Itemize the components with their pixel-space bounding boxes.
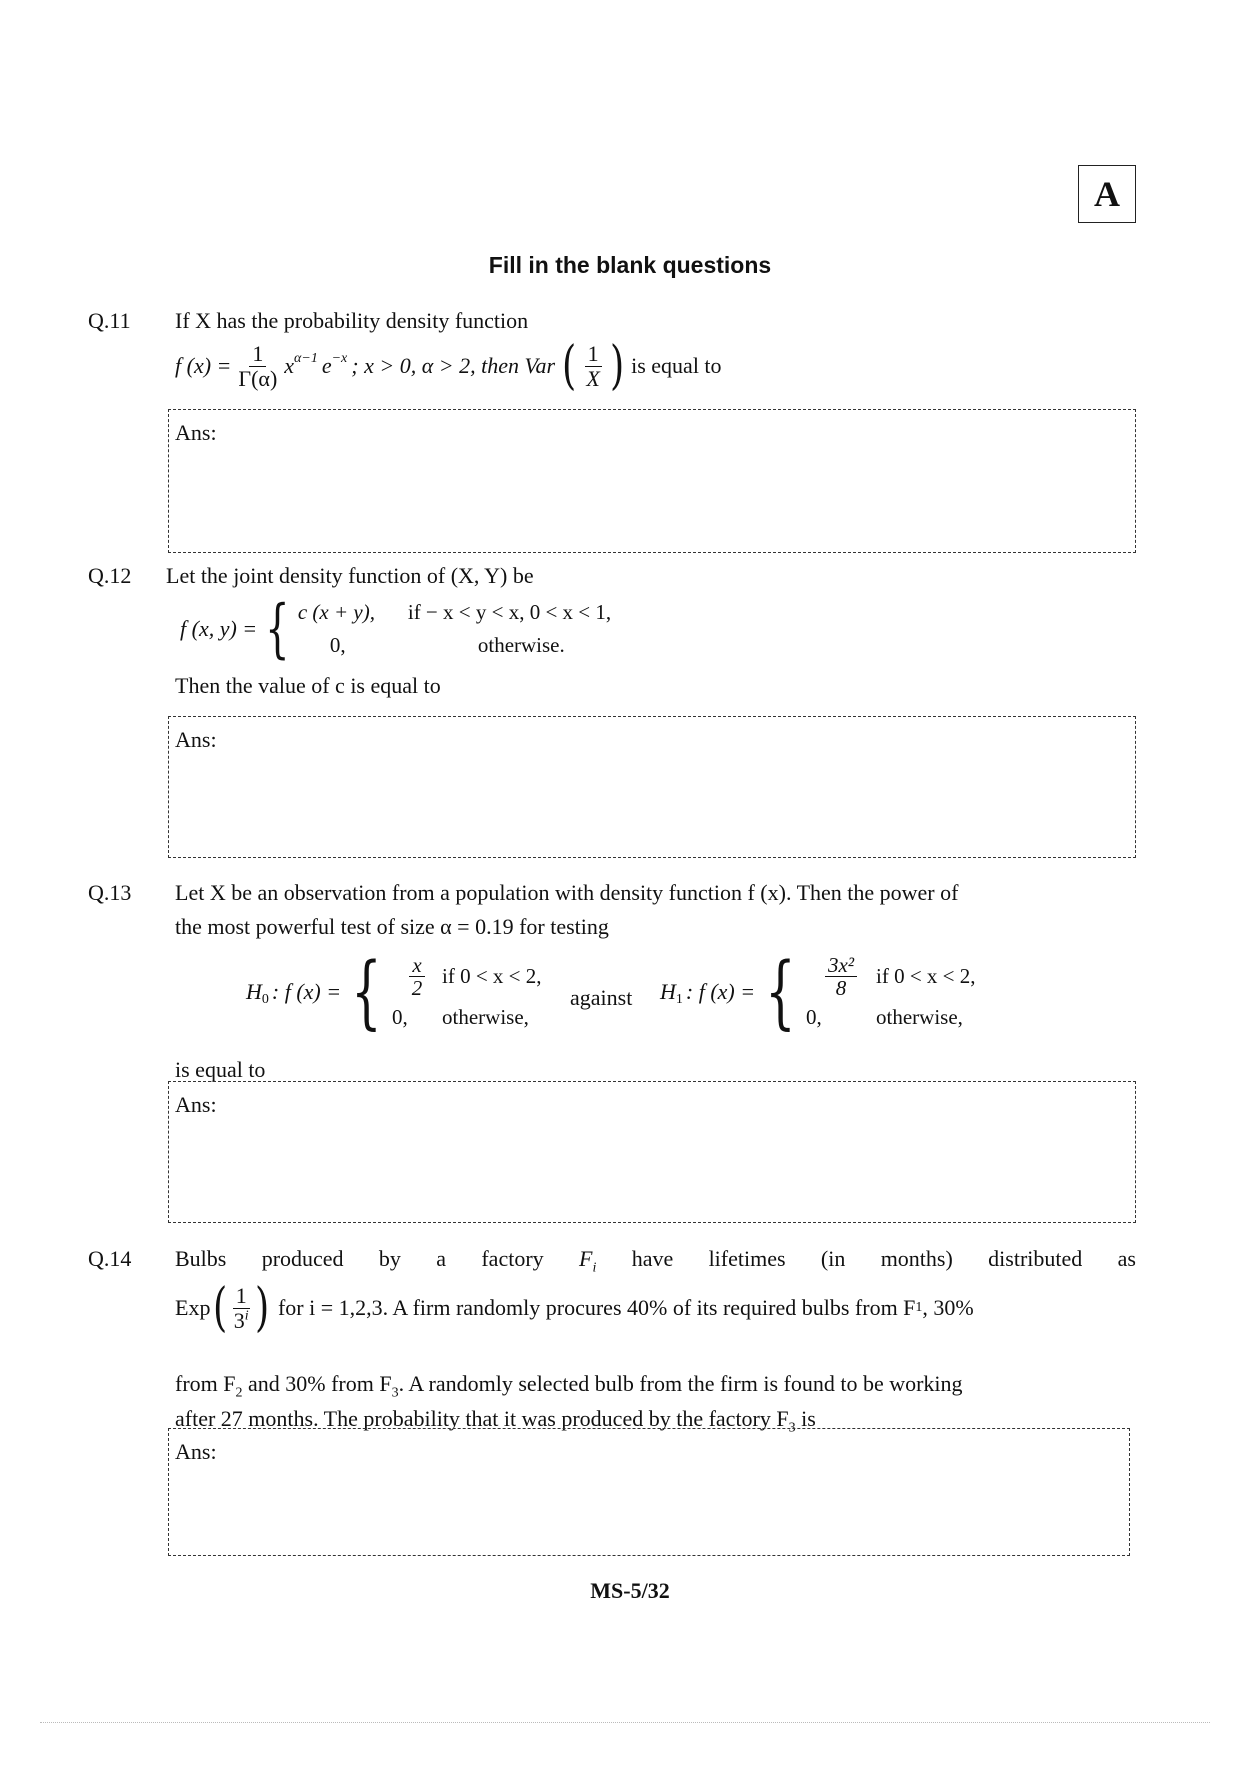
q14-word: lifetimes	[708, 1246, 786, 1271]
q11-var-den: X	[586, 365, 600, 391]
q14-word: $F_i$	[579, 1246, 597, 1276]
q14-answer-box[interactable]	[168, 1428, 1130, 1556]
q14-line3-start: from F	[175, 1371, 236, 1396]
q12-brace: {	[265, 592, 290, 666]
q12-formula	[180, 592, 668, 666]
q14-line4-start: after 27 months. The probability that it was produced by the factory F	[175, 1406, 789, 1431]
q13-h0-den: 2	[411, 976, 423, 1000]
q12-answer-label: Ans:	[175, 727, 217, 752]
q13-h1-frac	[806, 954, 876, 999]
q14-word: have	[631, 1246, 674, 1271]
q11-tail: is equal to	[631, 353, 722, 378]
q13-h0-cases	[392, 954, 582, 1030]
question-number-12: Q.12	[88, 563, 132, 588]
q13-tail: is equal to	[175, 1057, 266, 1082]
q11-x: x	[284, 353, 295, 378]
q14-line1	[175, 1246, 1136, 1276]
q14-word: a	[436, 1246, 447, 1271]
q12-case1-cond: if − x < y < x, 0 < x < 1,	[407, 600, 612, 624]
q14-word: (in	[820, 1246, 846, 1271]
q11-exp1: α−1	[294, 351, 318, 366]
q14-word: produced	[261, 1246, 344, 1271]
q14-word: as	[1117, 1246, 1136, 1271]
question-number-11: Q.11	[88, 308, 131, 333]
q11-intro: If X has the probability density function	[175, 308, 529, 333]
q14-left-paren: (	[213, 1278, 228, 1338]
q13-h1-brace: {	[765, 945, 796, 1038]
q11-lhs: f (x) =	[175, 353, 232, 378]
q14-line2-sub: 1	[915, 1300, 923, 1315]
q14-right-paren: )	[254, 1278, 269, 1338]
q13-answer-label: Ans:	[175, 1092, 217, 1117]
q13-h0	[246, 945, 582, 1038]
q14-line3	[175, 1371, 963, 1401]
q13-h0-lhs: H	[246, 979, 262, 1004]
page-footer: MS-5/32	[590, 1578, 670, 1603]
q12-case2-expr: 0,	[329, 633, 346, 657]
q13-h0-sub: 0	[261, 992, 269, 1007]
q14-factory-symbol: F	[579, 1246, 593, 1271]
q14-exp-label: Exp	[175, 1295, 211, 1320]
q14-line2-end: , 30%	[922, 1295, 974, 1320]
question-set-badge: A	[1078, 165, 1136, 223]
q11-var-num: 1	[585, 342, 602, 366]
question-number-13: Q.13	[88, 880, 132, 905]
q13-h1-sub: 1	[675, 992, 683, 1007]
q14-line4-end: is	[795, 1406, 816, 1431]
q11-fraction	[235, 342, 280, 389]
q13-intro-line2: the most powerful test of size α = 0.19 for testing	[175, 914, 609, 939]
q11-e: e	[321, 353, 332, 378]
q11-left-paren: (	[562, 336, 577, 396]
q13-h0-case2-expr: 0,	[392, 1005, 408, 1030]
q11-condition: ; x > 0, α > 2, then Var	[351, 353, 556, 378]
q14-exp-fraction	[231, 1284, 252, 1331]
q13-h1-num: 3x²	[825, 954, 857, 977]
q14-word: months)	[880, 1246, 953, 1271]
q11-right-paren: )	[609, 336, 625, 396]
q13-h1-den: 8	[835, 976, 847, 1000]
q11-exp2: −x	[331, 351, 348, 366]
q14-line3-mid: and 30% from F	[242, 1371, 392, 1396]
q13-h1-case1-cond: if 0 < x < 2,	[876, 964, 976, 988]
q14-line3-end: . A randomly selected bulb from the firm is found to be working	[398, 1371, 963, 1396]
q12-case2-cond: otherwise.	[477, 633, 565, 657]
q13-answer-box[interactable]	[168, 1081, 1136, 1223]
q11-answer-label: Ans:	[175, 420, 217, 445]
q12-case1-expr: c (x + y),	[297, 600, 375, 624]
q12-lhs: f (x, y) =	[180, 616, 258, 641]
q13-h0-num: x	[409, 954, 424, 977]
q12-answer-box[interactable]	[168, 716, 1136, 858]
q13-h0-rest: : f (x) =	[271, 979, 342, 1004]
q13-h1-rest: : f (x) =	[685, 979, 756, 1004]
q14-line3-sub3: 3	[391, 1385, 399, 1401]
q13-against: against	[570, 985, 633, 1010]
q13-intro-line1: Let X be an observation from a population with density function f (x). Then the power of	[175, 880, 959, 905]
section-title: Fill in the blank questions	[488, 252, 772, 278]
q13-h1-lhs: H	[660, 979, 676, 1004]
q13-h0-frac	[392, 954, 442, 999]
q14-answer-label: Ans:	[175, 1439, 217, 1464]
q14-word: factory	[481, 1246, 544, 1271]
q13-h0-case1-cond: if 0 < x < 2,	[442, 964, 542, 988]
q14-word: Bulbs	[175, 1246, 227, 1271]
q11-var-fraction	[583, 342, 602, 389]
q14-line3-sub2: 2	[235, 1385, 243, 1401]
q14-line2-text: for i = 1,2,3. A firm randomly procures 40% of its required bulbs from F	[277, 1295, 916, 1320]
q14-exp-num: 1	[233, 1284, 250, 1308]
q13-h1-case2-expr: 0,	[806, 1005, 822, 1030]
scan-artifact-divider	[40, 1722, 1210, 1723]
q11-formula	[175, 336, 722, 396]
q14-line4-sub: 3	[788, 1420, 796, 1436]
q13-h1	[660, 945, 1016, 1038]
q12-tail: Then the value of c is equal to	[175, 673, 441, 698]
question-number-14: Q.14	[88, 1246, 132, 1271]
q12-cases	[298, 600, 668, 658]
q12-intro: Let the joint density function of (X, Y) be	[166, 563, 534, 588]
q14-word: by	[378, 1246, 401, 1271]
q13-h0-brace: {	[351, 945, 382, 1038]
q13-h0-case2-cond: otherwise,	[442, 1005, 529, 1030]
q11-answer-box[interactable]	[168, 409, 1136, 553]
q13-h1-cases	[806, 954, 1016, 1030]
q14-exp-den-sup: i	[244, 1308, 249, 1324]
q14-exp-den-wrap	[231, 1309, 252, 1332]
q13-h1-case2-cond: otherwise,	[876, 1005, 963, 1030]
q14-exp-den: 3	[233, 1307, 245, 1333]
q11-frac-num: 1	[249, 342, 266, 366]
q11-frac-den: Γ(α)	[238, 365, 278, 391]
q14-word: distributed	[988, 1246, 1083, 1271]
q14-line2	[175, 1278, 1136, 1338]
